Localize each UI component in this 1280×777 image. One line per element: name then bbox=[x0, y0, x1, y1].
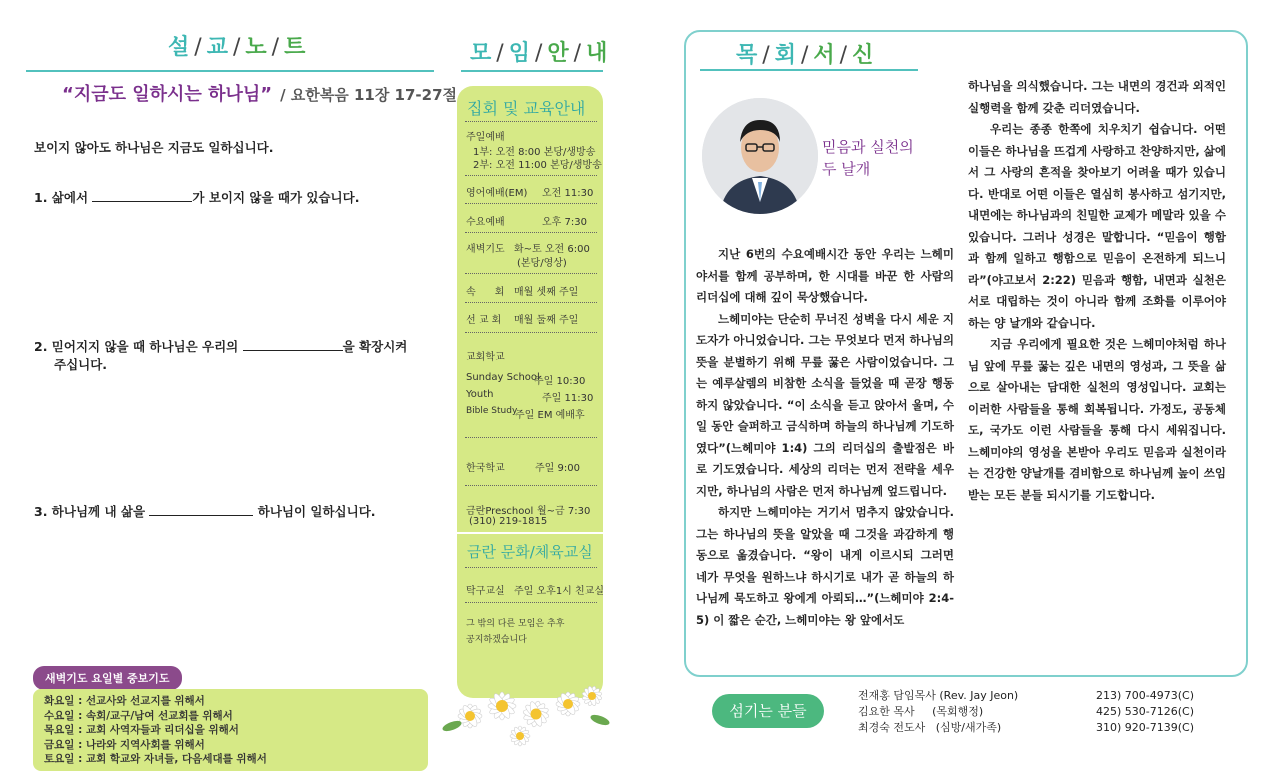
divider bbox=[465, 174, 597, 176]
divider bbox=[465, 272, 597, 274]
staff-list bbox=[858, 688, 1218, 736]
mission-label: 선 교 회 bbox=[466, 315, 502, 326]
meetings-rule bbox=[461, 70, 603, 72]
letter-paragraph: 하지만 느헤미야는 거기서 멈추지 않았습니다. 그는 하나님의 뜻을 알았을 때 그것을 과감하게 행동으로 옮겼습니다. “왕이 내게 이르시되 그러면 네가 무엇을 원하느냐 하시기로 내가 곧 하늘의 하나님께 묵도하고 왕에게 아뢰되…”(느헤미야 2:4-5) 이 짧은 순간, 느헤미야는 왕 앞에서도 bbox=[696, 505, 954, 627]
prayer-item: 금요일 : 나라와 지역사회를 위해서 bbox=[44, 738, 205, 751]
em-service-label: 영어예배(EM) bbox=[466, 188, 528, 199]
youth-label: Youth bbox=[466, 389, 494, 400]
staff-row: 전재홍 담임목사 (Rev. Jay Jeon) 213) 700-4973(C) bbox=[858, 689, 1195, 702]
sermon-intro: 보이지 않아도 하나님은 지금도 일하십니다. bbox=[34, 140, 274, 155]
sokhoe-time: 매월 셋째 주일 bbox=[514, 287, 579, 298]
wednesday-service-time: 오후 7:30 bbox=[542, 217, 587, 228]
prayer-item: 화요일 : 선교사와 선교지를 위해서 bbox=[44, 695, 205, 707]
sermon-heading bbox=[62, 80, 457, 106]
sermon-note-title: 설 / 교 / 노 / 트 bbox=[168, 35, 307, 60]
divider bbox=[465, 301, 597, 303]
dawn-prayer-place: (본당/영상) bbox=[517, 258, 567, 269]
sermon-title: “지금도 일하시는 하나님” bbox=[62, 84, 273, 105]
scripture-reference: / 요한복음 11장 17-27절 bbox=[280, 86, 458, 104]
dawn-prayer-label: 새벽기도 bbox=[466, 244, 505, 255]
divider bbox=[465, 331, 597, 333]
pastor-letter-title: 목 / 회 / 서 / 신 bbox=[736, 43, 875, 68]
fill-in-blank-2[interactable] bbox=[243, 340, 343, 351]
prayer-box bbox=[33, 689, 428, 771]
prayer-badge: 새벽기도 요일별 중보기도 bbox=[33, 666, 182, 690]
korean-school-label: 한국학교 bbox=[466, 463, 505, 474]
culture-header: 금란 문화/체육교실 bbox=[467, 543, 593, 561]
meetings-header: 집회 및 교육안내 bbox=[467, 99, 586, 118]
staff-row: 최경숙 전도사 (심방/새가족) 310) 920-7139(C) bbox=[858, 721, 1195, 734]
letter-paragraph: 지난 6번의 수요예배시간 동안 우리는 느헤미야서를 함께 공부하며, 한 시대를 바꾼 한 사람의 리더십에 대해 깊이 묵상했습니다. bbox=[696, 247, 954, 304]
pastor-letter-rule bbox=[700, 69, 918, 71]
divider bbox=[465, 566, 597, 568]
staff-badge: 섬기는 분들 bbox=[712, 694, 824, 728]
fill-in-blank-1[interactable] bbox=[92, 191, 192, 202]
sermon-point-1: 1. 삶에서 가 보이지 않을 때가 있습니다. bbox=[34, 190, 360, 205]
preschool-time: 월~금 7:30 bbox=[537, 506, 591, 517]
pingpong-label: 탁구교실 bbox=[466, 586, 505, 597]
other-meetings-note-2: 공지하겠습니다 bbox=[466, 635, 527, 645]
sermon-point-3: 3. 하나님께 내 삶을 하나님이 일하십니다. bbox=[34, 504, 376, 519]
other-meetings-note: 그 밖의 다른 모임은 추후 bbox=[466, 619, 565, 629]
preschool-label: 금란Preschool bbox=[466, 506, 534, 517]
letter-paragraph: 지금 우리에게 필요한 것은 느헤미야처럼 하나님 앞에 무릎 꿇는 깊은 내면의 영성과, 그 뜻을 삶으로 살아내는 담대한 실천의 영성입니다. 교회는 이러한 사람들을 통해 회복됩니다. 가정도, 공동체도, 국가도 이런 사람들을 통해 다시 세워집니다. 느헤미야의 영성을 본받아 우리도 믿음과 실천이라는 건강한 양날개를 겸비함으로 하나님께 높이 쓰임 받는 모든 분들 되시기를 기도합니다. bbox=[968, 337, 1226, 502]
letter-paragraph: 하나님을 의식했습니다. 그는 내면의 경건과 외적인 실행력을 함께 갖춘 리더였습니다. bbox=[968, 79, 1226, 115]
sunday-school-label: Sunday School bbox=[466, 372, 540, 383]
prayer-item: 목요일 : 교회 사역자들과 리더십을 위해서 bbox=[44, 724, 239, 736]
pingpong-time: 주일 오후1시 친교실 bbox=[514, 586, 604, 597]
letter-paragraph: 느헤미야는 단순히 무너진 성벽을 다시 세운 지도자가 아니었습니다. 그는 무엇보다 먼저 하나님의 뜻을 분별하기 위해 무릎 꿇은 사람이었습니다. 그는 예루살렘의 비참한 소식을 들었을 때 곧장 행동하지 않았습니다. “이 소식을 듣고 앉아서 울며, 수일 동안 슬퍼하고 금식하며 하늘의 하나님께 기도하였다”(느헤미야 1:4) 그의 리더십의 출발점은 바로 기도였습니다. 세상의 리더는 먼저 전략을 세우지만, 하나님의 사람은 먼저 하나님께 엎드립니다. bbox=[696, 311, 954, 498]
youth-time: 주일 11:30 bbox=[542, 393, 594, 404]
preschool-phone: (310) 219-1815 bbox=[469, 516, 548, 527]
meetings-title: 모 / 임 / 안 / 내 bbox=[470, 41, 609, 66]
sunday-school-time: 주일 10:30 bbox=[534, 376, 586, 387]
sunday-worship-label: 주일예배 bbox=[466, 132, 505, 143]
dawn-prayer-time: 화~토 오전 6:00 bbox=[514, 244, 590, 255]
pastor-letter-subtitle: 믿음과 실천의 두 날개 bbox=[822, 138, 914, 178]
pastor-letter-column-1 bbox=[696, 244, 954, 631]
bible-study-label: Bible Study bbox=[466, 406, 518, 416]
korean-school-time: 주일 9:00 bbox=[535, 463, 580, 474]
staff-row: 김요한 목사 (목회행정) 425) 530-7126(C) bbox=[858, 705, 1195, 718]
mission-time: 매월 둘째 주일 bbox=[514, 315, 579, 326]
pastor-portrait bbox=[702, 98, 818, 214]
pastor-letter-column-2 bbox=[968, 76, 1226, 506]
divider bbox=[465, 120, 597, 122]
church-school-label: 교회학교 bbox=[466, 352, 505, 363]
divider bbox=[465, 484, 597, 486]
pastor-photo-illustration bbox=[702, 98, 818, 214]
prayer-item: 토요일 : 교회 학교와 자녀들, 다음세대를 위해서 bbox=[44, 753, 267, 765]
divider bbox=[465, 231, 597, 233]
daisy-flowers-illustration bbox=[440, 676, 620, 756]
sokhoe-label: 속 회 bbox=[466, 287, 505, 298]
sunday-service-1: 1부: 오전 8:00 본당/생방송 bbox=[473, 147, 596, 158]
prayer-item: 수요일 : 속회/교구/남여 선교회를 위해서 bbox=[44, 709, 233, 722]
fill-in-blank-3[interactable] bbox=[149, 505, 253, 516]
letter-paragraph: 우리는 종종 한쪽에 치우치기 쉽습니다. 어떤 이들은 하나님을 뜨겁게 사랑하고 찬양하지만, 삶에서 그 사랑의 흔적을 찾아보기 어려울 때가 있습니다. 반대로 어떤 이들은 열심히 봉사하고 섬기지만, 내면에는 하나님과의 친밀한 교제가 메말라 있을 수 있습니다. 그러나 성경은 말합니다. “믿음이 행함과 함께 일하고 행함으로 믿음이 온전하게 되느니라”(야고보서 2:22) 믿음과 행함, 내면과 실천은 서로 대립하는 것이 아니라 함께 조화를 이루어야 하는 양 날개와 같습니다. bbox=[968, 122, 1226, 330]
divider bbox=[465, 202, 597, 204]
sunday-service-2: 2부: 오전 11:00 본당/생방송 bbox=[473, 160, 602, 171]
divider bbox=[465, 601, 597, 603]
sermon-point-2: 2. 믿어지지 않을 때 하나님은 우리의 을 확장시켜 주십니다. bbox=[34, 339, 408, 372]
em-service-time: 오전 11:30 bbox=[542, 188, 594, 199]
bible-study-time: 주일 EM 예배후 bbox=[515, 410, 585, 421]
divider bbox=[465, 436, 597, 438]
wednesday-service-label: 수요예배 bbox=[466, 217, 505, 228]
meetings-panel bbox=[457, 86, 603, 698]
sermon-note-rule bbox=[26, 70, 434, 72]
culture-header-bar bbox=[457, 532, 603, 534]
